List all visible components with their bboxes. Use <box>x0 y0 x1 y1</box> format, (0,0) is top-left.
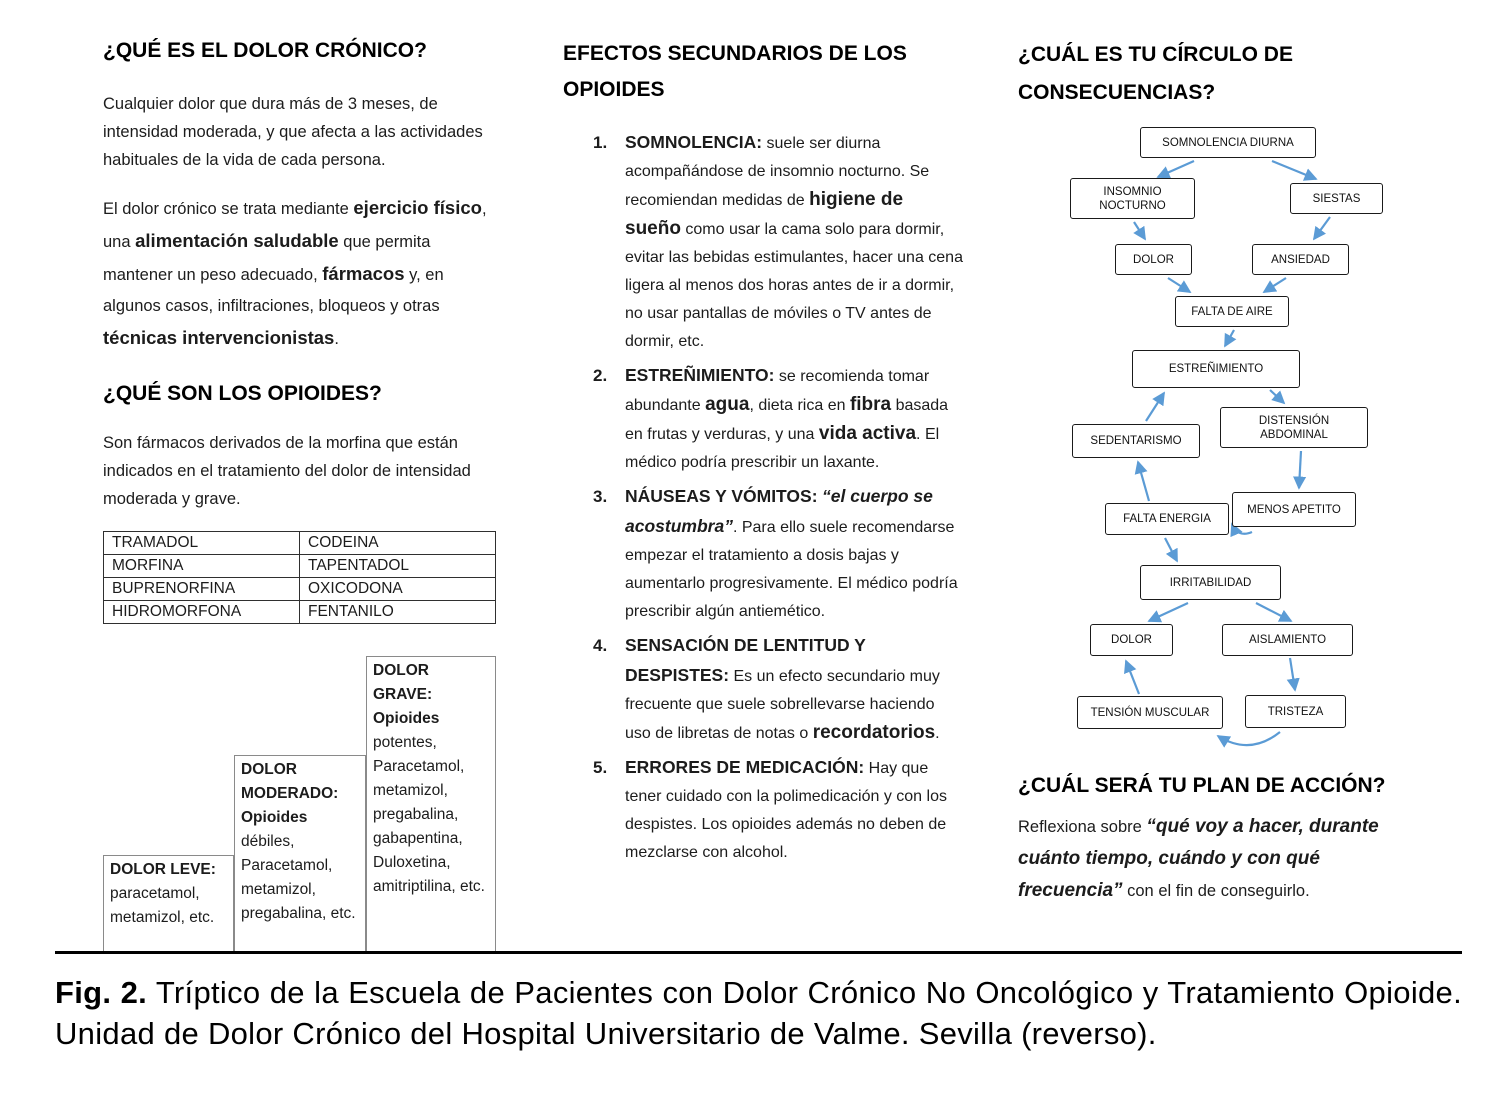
text-run: suele ser diurna acompañándose de insomnio nocturno. Se recomiendan medidas de <box>625 135 930 209</box>
column-what-is-chronic-pain <box>103 36 496 952</box>
arrow-estrenimiento-to-distension <box>1270 390 1284 403</box>
text-run: . <box>935 725 940 742</box>
side-effect-nauseas-vomitos <box>563 482 963 626</box>
ladder-step-body: débiles, Paracetamol, metamizol, pregabalina, etc. <box>241 833 356 922</box>
table-cell-codeina: CODEINA <box>300 532 496 555</box>
arrow-insomnio-to-dolor <box>1134 222 1145 239</box>
node-estrenimiento: ESTREÑIMIENTO <box>1132 350 1300 388</box>
text-run: Hay que tener cuidado con la polimedicación y con los despistes. Los opioides además no deben de mezclarse con alcohol. <box>625 760 947 861</box>
text-run: y, en algunos casos, infiltraciones, bloqueos y otras <box>103 266 444 315</box>
item-title: SENSACIÓN DE LENTITUD Y DESPISTES: <box>625 635 866 685</box>
paragraph-plan <box>1018 811 1424 907</box>
item-title: ERRORES DE MEDICACIÓN: <box>625 757 865 777</box>
paragraph-treatment <box>103 192 496 355</box>
table-cell-tapentadol: TAPENTADOL <box>300 555 496 578</box>
node-tension-muscular: TENSIÓN MUSCULAR <box>1077 696 1223 729</box>
node-dolor-bottom: DOLOR <box>1090 624 1173 656</box>
bold-vida-activa: vida activa <box>818 423 917 444</box>
text-run: basada en frutas y verduras, y una <box>625 397 949 443</box>
arrow-siestas-to-ansiedad <box>1314 217 1330 239</box>
figure-caption-text: Tríptico de la Escuela de Pacientes con Dolor Crónico No Oncológico y Tratamiento Opioide. Unidad de Dolor Crónico del Hospital Universitario de Valme. Sevilla (reverso). <box>55 975 1463 1051</box>
text-run: con el fin de conseguirlo. <box>1122 882 1310 900</box>
table-cell-hidromorfona: HIDROMORFONA <box>104 601 300 624</box>
node-siestas: SIESTAS <box>1290 183 1383 214</box>
bold-recordatorios: recordatorios <box>812 722 936 743</box>
bold-alimentacion-saludable: alimentación saludable <box>135 230 339 251</box>
arrow-ansiedad-to-falta-de-aire <box>1264 278 1286 292</box>
node-menos-apetito: MENOS APETITO <box>1232 492 1356 527</box>
arrow-falta-de-aire-to-estrenimiento <box>1225 330 1234 346</box>
arrow-sedentarismo-to-estrenimiento <box>1146 393 1164 421</box>
arrow-dolor-to-falta-de-aire <box>1168 278 1190 292</box>
text-run: Es un efecto secundario muy frecuente que suele sobrellevarse haciendo uso de libretas de notas o <box>625 668 940 742</box>
node-sedentarismo: SEDENTARISMO <box>1072 424 1200 458</box>
item-number: 4. <box>593 636 608 655</box>
arrow-irritabilidad-to-aislamiento <box>1256 603 1291 621</box>
table-cell-oxicodona: OXICODONA <box>300 578 496 601</box>
text-run: como usar la cama solo para dormir, evitar las bebidas estimulantes, hacer una cena ligera al menos dos horas antes de ir a dormir, no usar pantallas de móviles o TV antes de dormir, etc. <box>625 221 963 350</box>
table-cell-morfina: MORFINA <box>104 555 300 578</box>
bold-higiene-de-sueno: higiene de sueño <box>625 189 904 239</box>
arrow-tristeza-to-tension-muscular <box>1218 732 1280 745</box>
table-cell-buprenorfina: BUPRENORFINA <box>104 578 300 601</box>
column-consequence-circle <box>1018 36 1424 907</box>
node-falta-energia: FALTA ENERGIA <box>1105 503 1229 535</box>
heading-efectos-secundarios: EFECTOS SECUNDARIOS DE LOS OPIOIDES <box>563 42 907 101</box>
bold-ejercicio-fisico: ejercicio físico <box>353 197 482 218</box>
item-title: ESTREÑIMIENTO: <box>625 365 775 385</box>
node-aislamiento: AISLAMIENTO <box>1222 624 1353 656</box>
text-run: , dieta rica en <box>749 397 850 414</box>
node-falta-de-aire: FALTA DE AIRE <box>1175 296 1289 327</box>
item-number: 5. <box>593 758 608 777</box>
text-run: que permita mantener un peso adecuado, <box>103 233 431 284</box>
paragraph-definition: Cualquier dolor que dura más de 3 meses, de intensidad moderada, y que afecta a las actividades habituales de la vida de cada persona. <box>103 95 483 169</box>
table-row <box>104 578 496 601</box>
ladder-step-body: paracetamol, metamizol, etc. <box>110 885 215 926</box>
consequence-circle-diagram <box>1018 118 1420 763</box>
arrow-somnolencia-to-insomnio <box>1158 161 1194 177</box>
side-effects-list <box>563 128 963 867</box>
item-number: 1. <box>593 133 608 152</box>
bold-fibra: fibra <box>849 394 892 415</box>
table-row <box>104 555 496 578</box>
bold-tecnicas-intervencionistas: técnicas intervencionistas <box>103 327 335 348</box>
ladder-step-title: DOLOR LEVE: <box>110 861 216 878</box>
text-run: Reflexiona sobre <box>1018 818 1147 836</box>
arrow-tension-muscular-to-dolor <box>1126 661 1139 694</box>
side-effect-somnolencia <box>563 128 963 356</box>
arrow-falta-energia-to-irritabilidad <box>1165 538 1177 561</box>
ladder-step-body: potentes, Paracetamol, metamizol, pregabalina, gabapentina, Duloxetina, amitriptilina, etc. <box>373 734 485 895</box>
table-cell-tramadol: TRAMADOL <box>104 532 300 555</box>
text-run: . El médico podría prescribir un laxante. <box>625 426 940 471</box>
heading-circulo-consecuencias: ¿CUÁL ES TU CÍRCULO DE CONSECUENCIAS? <box>1018 43 1293 104</box>
side-effect-estrenimiento <box>563 361 963 477</box>
analgesic-ladder <box>103 656 496 952</box>
quote-plan-de-accion: “qué voy a hacer, durante cuánto tiempo, cuándo y con qué frecuencia” <box>1018 816 1379 901</box>
paragraph-opioids-definition: Son fármacos derivados de la morfina que están indicados en el tratamiento del dolor de intensidad moderada y grave. <box>103 434 471 508</box>
node-irritabilidad: IRRITABILIDAD <box>1140 565 1281 600</box>
ladder-step-title: DOLOR GRAVE: <box>373 662 433 703</box>
heading-que-es-dolor-cronico: ¿QUÉ ES EL DOLOR CRÓNICO? <box>103 39 427 62</box>
node-distension-abdominal: DISTENSIÓN ABDOMINAL <box>1220 407 1368 448</box>
bold-farmacos: fármacos <box>322 263 405 284</box>
table-row <box>104 601 496 624</box>
item-number: 3. <box>593 487 608 506</box>
node-dolor-top: DOLOR <box>1115 244 1192 275</box>
arrow-aislamiento-to-tristeza <box>1290 658 1295 690</box>
ladder-step-bold: Opioides <box>241 809 308 826</box>
arrow-irritabilidad-to-dolor <box>1149 603 1188 621</box>
node-somnolencia-diurna: SOMNOLENCIA DIURNA <box>1140 127 1316 158</box>
text-run: . Para ello suele recomendarse empezar el tratamiento a dosis bajas y aumentarlo progresivamente. El médico podría prescribir algún antiemético. <box>625 519 958 620</box>
node-ansiedad: ANSIEDAD <box>1252 244 1349 275</box>
text-run: El dolor crónico se trata mediante <box>103 200 354 218</box>
table-row <box>104 532 496 555</box>
side-effect-lentitud-despistes <box>563 631 963 748</box>
text-run: se recomienda tomar abundante <box>625 368 930 414</box>
ladder-step-dolor-grave <box>366 656 496 952</box>
arrow-somnolencia-to-siestas <box>1272 161 1316 179</box>
item-number: 2. <box>593 366 608 385</box>
ladder-step-dolor-moderado <box>234 755 366 952</box>
column-side-effects <box>563 36 963 872</box>
heading-que-son-opioides: ¿QUÉ SON LOS OPIOIDES? <box>103 382 382 405</box>
figure-caption-label: Fig. 2. <box>55 975 148 1010</box>
side-effect-errores-medicacion <box>563 753 963 867</box>
ladder-step-bold: Opioides <box>373 710 440 727</box>
text-run: , una <box>103 200 487 251</box>
item-title: SOMNOLENCIA: <box>625 132 763 152</box>
quote-el-cuerpo-se-acostumbra: “el cuerpo se acostumbra” <box>625 486 933 536</box>
heading-plan-de-accion: ¿CUÁL SERÁ TU PLAN DE ACCIÓN? <box>1018 774 1386 797</box>
figure-caption <box>55 972 1462 1054</box>
caption-divider-line <box>55 951 1462 954</box>
ladder-step-title: DOLOR MODERADO: <box>241 761 339 802</box>
node-tristeza: TRISTEZA <box>1245 695 1346 728</box>
bold-agua: agua <box>705 394 750 415</box>
text-run: . <box>334 330 339 348</box>
opioid-drug-table <box>103 531 496 624</box>
arrow-distension-to-menos-apetito <box>1299 451 1301 488</box>
arrow-falta-energia-to-sedentarismo <box>1138 462 1149 501</box>
item-title: NÁUSEAS Y VÓMITOS: <box>625 486 818 506</box>
ladder-step-dolor-leve <box>103 855 234 952</box>
table-cell-fentanilo: FENTANILO <box>300 601 496 624</box>
node-insomnio-nocturno: INSOMNIO NOCTURNO <box>1070 178 1195 219</box>
